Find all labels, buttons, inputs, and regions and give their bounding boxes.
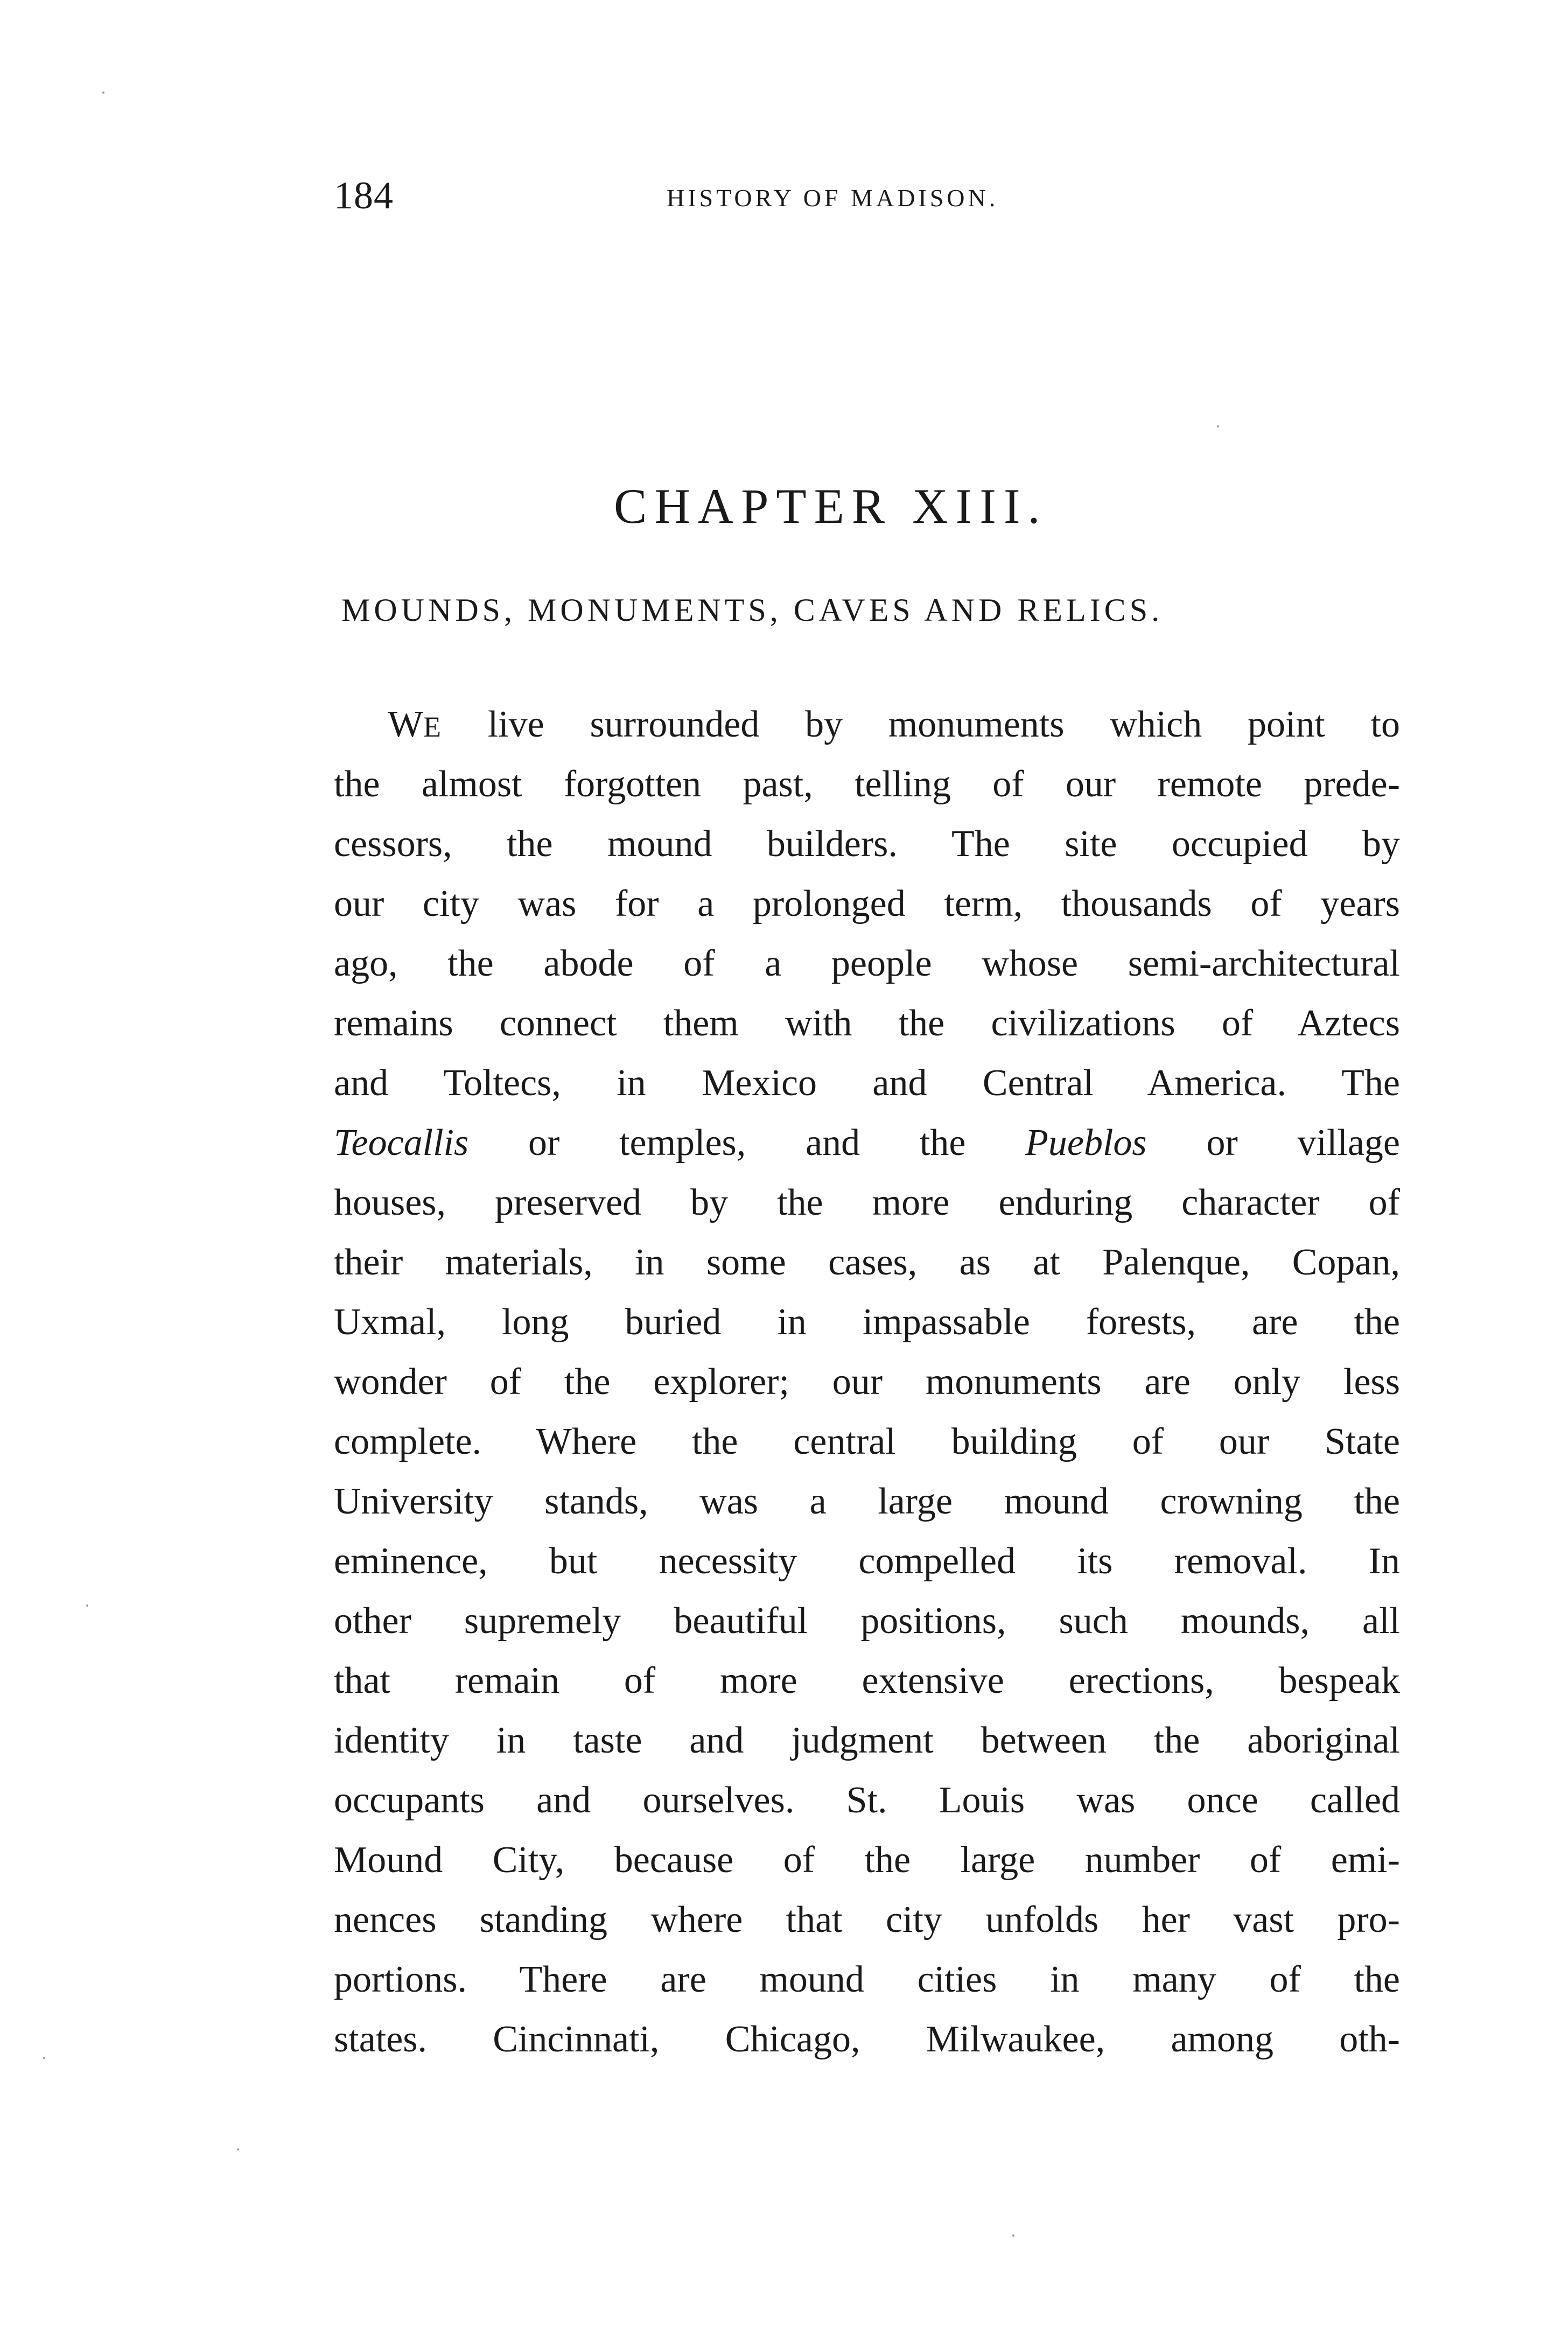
- text-line: eminence, but necessity compelled its removal. In: [334, 1540, 1400, 1582]
- text-line: cessors, the mound builders. The site occupied by: [334, 823, 1400, 865]
- text-line: identity in taste and judgment between the aboriginal: [334, 1720, 1400, 1761]
- italic-term-teocallis: Teocallis: [334, 1122, 469, 1164]
- text-line: remains connect them with the civilizations of Aztecs: [334, 1003, 1400, 1044]
- drop-initial: W: [388, 704, 424, 745]
- italic-term-pueblos: Pueblos: [1025, 1122, 1147, 1164]
- paper-speck: [43, 2057, 45, 2059]
- running-head: [334, 171, 1400, 220]
- text-line: states. Cincinnati, Chicago, Milwaukee, among oth-: [334, 2019, 1400, 2060]
- line-text: or village: [1146, 1122, 1400, 1164]
- paper-speck: [237, 2148, 239, 2150]
- text-line: our city was for a prolonged term, thousands of years: [334, 883, 1400, 924]
- text-line: that remain of more extensive erections, bespeak: [334, 1660, 1400, 1701]
- text-line: and Toltecs, in Mexico and Central America. The: [334, 1062, 1400, 1104]
- text-line: other supremely beautiful positions, such mounds, all: [334, 1600, 1400, 1642]
- text-line: portions. There are mound cities in many of the: [334, 1959, 1400, 2000]
- chapter-heading: CHAPTER XIII.: [614, 479, 1048, 534]
- chapter-subtitle: MOUNDS, MONUMENTS, CAVES AND RELICS.: [341, 592, 1164, 628]
- small-cap-letters: E: [423, 711, 443, 743]
- text-line: nences standing where that city unfolds her vast pro-: [334, 1899, 1400, 1940]
- text-line: University stands, was a large mound crowning the: [334, 1481, 1400, 1522]
- text-line: houses, preserved by the more enduring character of: [334, 1182, 1400, 1223]
- text-line: Mound City, because of the large number of emi-: [334, 1839, 1400, 1881]
- text-line: [334, 1113, 1400, 1173]
- text-line: wonder of the explorer; our monuments are only less: [334, 1361, 1400, 1403]
- text-line: [334, 695, 1400, 754]
- body-paragraph: [334, 695, 1400, 2069]
- text-line: Uxmal, long buried in impassable forests, are the: [334, 1301, 1400, 1343]
- page-number: 184: [334, 174, 394, 217]
- paper-speck: [86, 1605, 88, 1607]
- text-line: their materials, in some cases, as at Palenque, Copan,: [334, 1242, 1400, 1283]
- text-line: complete. Where the central building of our State: [334, 1421, 1400, 1462]
- paper-speck: [1012, 2234, 1014, 2237]
- text-line: ago, the abode of a people whose semi-architectural: [334, 943, 1400, 984]
- paper-speck: [1217, 425, 1219, 428]
- text-line: the almost forgotten past, telling of our remote prede-: [334, 763, 1400, 805]
- running-title: HISTORY OF MADISON.: [667, 184, 999, 212]
- text-line: occupants and ourselves. St. Louis was once called: [334, 1779, 1400, 1821]
- line-text: or temples, and the: [468, 1122, 1026, 1164]
- paper-speck: [102, 92, 104, 94]
- line-text: live surrounded by monuments which point to: [442, 704, 1400, 745]
